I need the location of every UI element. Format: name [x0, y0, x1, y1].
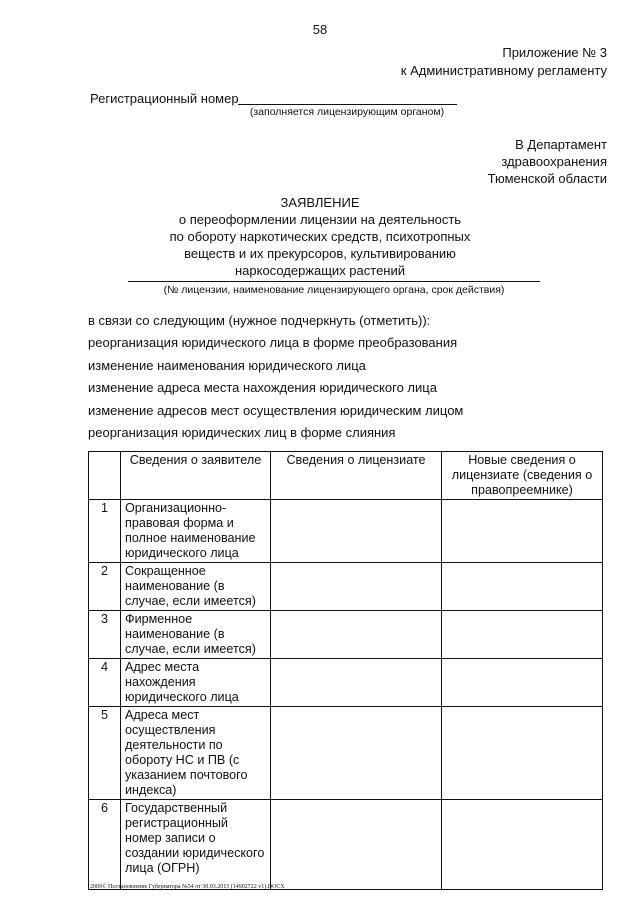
- new-licensee-value-cell[interactable]: [442, 563, 603, 611]
- reason-option[interactable]: изменение адреса места нахождения юридического лица: [88, 380, 437, 396]
- reason-list: [88, 310, 463, 444]
- row-label: Государственный регистрационный номер записи о создании юридического лица (ОГРН): [121, 800, 271, 890]
- addressee-line-1: В Департамент: [515, 137, 607, 152]
- row-number: 2: [89, 563, 121, 611]
- licensee-value-cell[interactable]: [271, 800, 442, 890]
- row-label: Организационно-правовая форма и полное наименование юридического лица: [121, 500, 271, 563]
- document-title: ЗАЯВЛЕНИЕ: [280, 195, 360, 210]
- table-header-row: [89, 452, 603, 500]
- reason-option[interactable]: реорганизация юридического лица в форме преобразования: [88, 335, 458, 351]
- licensee-value-cell[interactable]: [271, 659, 442, 707]
- document-heading: [0, 194, 640, 279]
- header-new-licensee: Новые сведения о лицензиате (сведения о правопреемнике): [442, 452, 603, 500]
- table-row: [89, 611, 603, 659]
- document-subtitle-line-1: о переоформлении лицензии на деятельность: [178, 212, 462, 227]
- row-label: Фирменное наименование (в случае, если имеется): [121, 611, 271, 659]
- document-subtitle-line-3: веществ и их прекурсоров, культивированию: [184, 246, 456, 261]
- appendix-caption: [401, 44, 607, 80]
- row-label: Адреса мест осуществления деятельности по обороту НС и ПВ (с указанием почтового индекса): [121, 707, 271, 800]
- document-footer: 2009© Постановление Губернатора №54 от 30.03.2015 (14902722 v1).DOCX: [90, 884, 285, 890]
- new-licensee-value-cell[interactable]: [442, 707, 603, 800]
- row-label: Адрес места нахождения юридического лица: [121, 659, 271, 707]
- info-table: [88, 451, 603, 890]
- new-licensee-value-cell[interactable]: [442, 611, 603, 659]
- licensee-value-cell[interactable]: [271, 563, 442, 611]
- row-number: 4: [89, 659, 121, 707]
- license-info-field[interactable]: [128, 281, 540, 282]
- reason-intro: в связи со следующим (нужное подчеркнуть (отметить)):: [88, 313, 431, 328]
- reason-option[interactable]: изменение адресов мест осуществления юридическим лицом: [88, 402, 464, 418]
- document-subtitle-line-2: по обороту наркотических средств, психотропных: [169, 229, 471, 244]
- table-row: [89, 800, 603, 890]
- registration-number-label: Регистрационный номер: [90, 91, 239, 106]
- appendix-line-1: Приложение № 3: [502, 45, 607, 60]
- licensee-value-cell[interactable]: [271, 707, 442, 800]
- license-info-hint: (№ лицензии, наименование лицензирующего органа, срок действия): [163, 284, 505, 296]
- new-licensee-value-cell[interactable]: [442, 500, 603, 563]
- row-label: Сокращенное наименование (в случае, если имеется): [121, 563, 271, 611]
- page-number: 58: [312, 22, 328, 37]
- reason-option[interactable]: реорганизация юридических лиц в форме слияния: [88, 424, 396, 440]
- table-row: [89, 500, 603, 563]
- registration-number-field[interactable]: [238, 104, 457, 105]
- addressee-line-3: Тюменской области: [487, 171, 607, 186]
- document-subtitle-line-4: наркосодержащих растений: [234, 263, 406, 278]
- header-licensee: Сведения о лицензиате: [271, 452, 442, 500]
- row-number: 6: [89, 800, 121, 890]
- licensee-value-cell[interactable]: [271, 611, 442, 659]
- new-licensee-value-cell[interactable]: [442, 800, 603, 890]
- licensee-value-cell[interactable]: [271, 500, 442, 563]
- appendix-line-2: к Административному регламенту: [400, 63, 607, 78]
- header-num-cell: [89, 452, 121, 500]
- addressee-line-2: здравоохранения: [501, 154, 607, 169]
- header-applicant: Сведения о заявителе: [121, 452, 271, 500]
- table-row: [89, 563, 603, 611]
- row-number: 1: [89, 500, 121, 563]
- table-row: [89, 659, 603, 707]
- row-number: 5: [89, 707, 121, 800]
- table-row: [89, 707, 603, 800]
- reason-option[interactable]: изменение наименования юридического лица: [88, 357, 366, 373]
- registration-number-hint: (заполняется лицензирующим органом): [249, 106, 445, 118]
- row-number: 3: [89, 611, 121, 659]
- addressee-block: [488, 136, 607, 187]
- new-licensee-value-cell[interactable]: [442, 659, 603, 707]
